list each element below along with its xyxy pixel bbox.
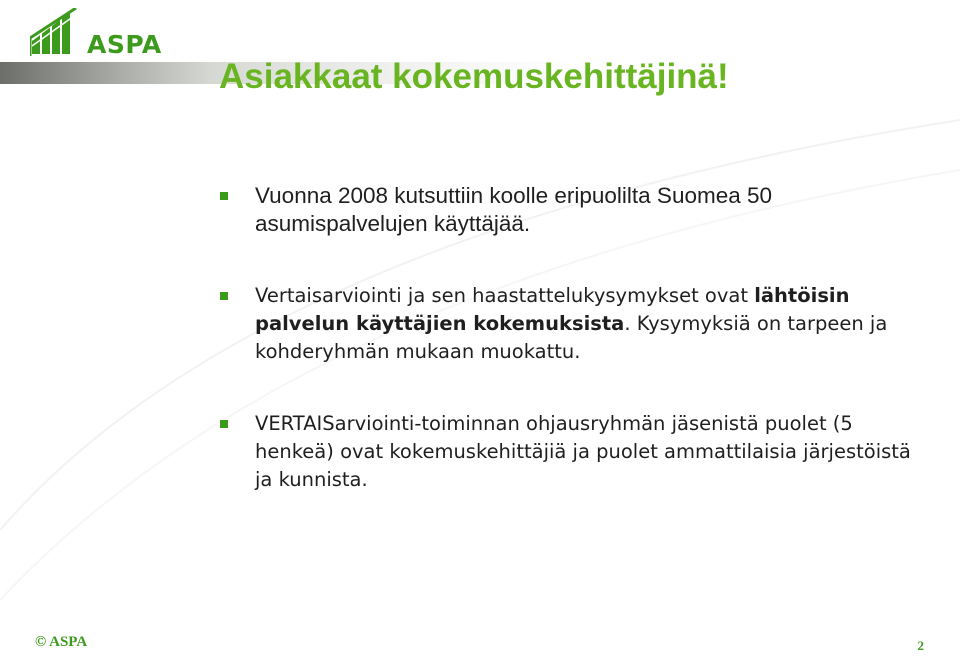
- bullet-text-part: Vertaisarviointi ja sen haastattelukysymykset ovat: [255, 284, 755, 307]
- bullet-item: [220, 282, 920, 366]
- slide-title: Asiakkaat kokemuskehittäjinä!: [219, 57, 729, 96]
- logo-text: ASPA: [87, 30, 162, 59]
- aspa-logo: [30, 8, 210, 60]
- bullet-text: VERTAISarviointi-toiminnan ohjausryhmän jäsenistä puolet (5 henkeä) ovat kokemuskehittäjiä ja puolet ammattilaisia järjestöistä ja kunnista.: [255, 412, 911, 491]
- bullet-text: Vuonna 2008 kutsuttiin koolle eripuolilta Suomea 50 asumispalvelujen käyttäjää.: [255, 183, 773, 236]
- bullet-text: [255, 282, 920, 366]
- page-number: 2: [917, 638, 924, 653]
- bullet-text-part: . Kysymyksiä on tarpeen ja kohderyhmän mukaan muokattu.: [255, 312, 888, 363]
- footer-copyright: © ASPA: [35, 634, 88, 650]
- aspa-bars-logo-icon: [30, 8, 84, 58]
- bullet-list: [220, 182, 920, 494]
- bullet-item: [220, 410, 920, 494]
- square-bullet-icon: [220, 292, 228, 300]
- bullet-text-emphasis: lähtöisin palvelun käyttäjien kokemuksista: [255, 284, 850, 335]
- square-bullet-icon: [220, 420, 228, 428]
- bullet-item: [220, 182, 920, 238]
- square-bullet-icon: [220, 192, 228, 200]
